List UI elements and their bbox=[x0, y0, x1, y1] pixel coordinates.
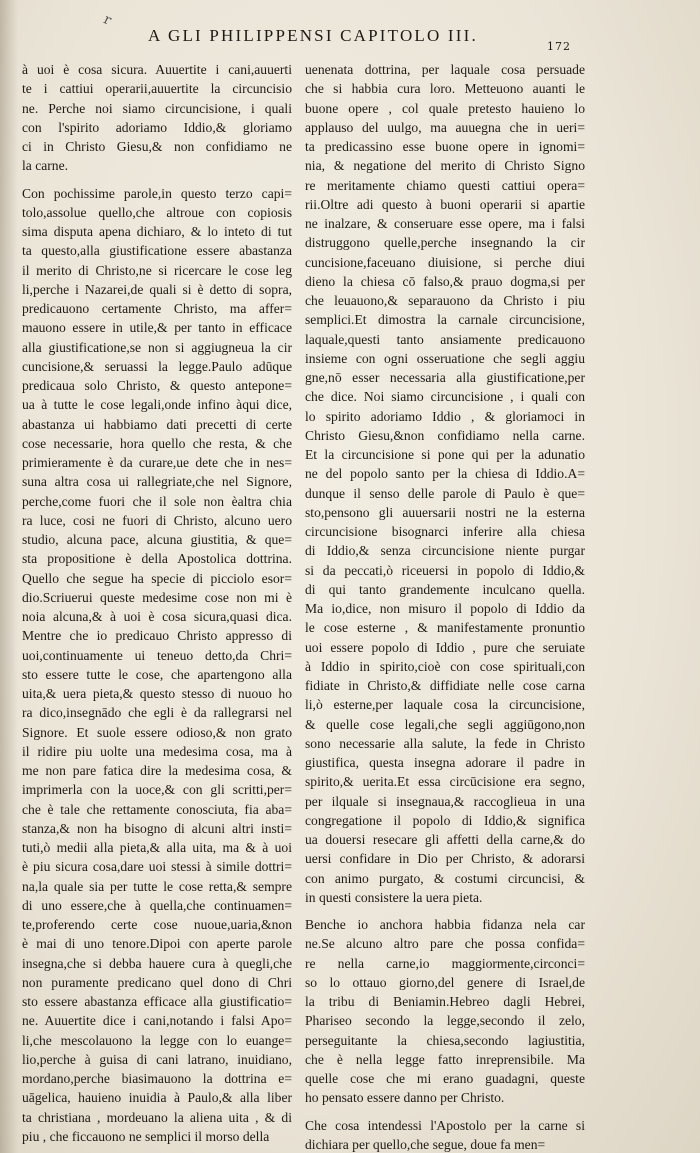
text-line: te i cattiui operarii,auuertite la circuncisio bbox=[22, 81, 292, 97]
text-line: Signore. Et suole essere odioso,& non grato bbox=[22, 724, 292, 740]
text-line: Christo Giesu,&non confidiamo nella carne. bbox=[305, 427, 585, 443]
text-line: sta propositione è della Apostolica dottrina. bbox=[22, 551, 292, 567]
text-line: lio,perche à guisa di cani latrano, inuidiano, bbox=[22, 1051, 292, 1067]
text-line: congregatione il popolo di Iddio,& significa bbox=[305, 812, 585, 828]
paragraph-gap bbox=[305, 1108, 585, 1116]
text-line: ne. Auuertite dice i cani,notando i falsi Apo= bbox=[22, 1013, 292, 1029]
text-line: & quelle cose legali,che segli aggiūgono,non bbox=[305, 716, 585, 732]
text-line: à Iddio in spirito,cioè con cose spirituali,con bbox=[305, 658, 585, 674]
paragraph bbox=[22, 184, 292, 1147]
text-line: dichiara per quello,che segue, doue fa men= bbox=[305, 1136, 546, 1152]
text-line: gne,nō esser necessaria alla giustificatione,per bbox=[305, 370, 585, 385]
text-line: mordano,perche biasimauono la dottrina e= bbox=[22, 1071, 292, 1086]
text-line: Quello che segue ha specie di picciolo esor= bbox=[22, 570, 292, 586]
text-line: li,ò esterne,per laquale cosa la circuncisione, bbox=[305, 697, 585, 713]
text-line: semplici.Et dimostra la carnale circuncisione, bbox=[305, 312, 585, 328]
text-line: in questi consistere la uera pieta. bbox=[305, 889, 483, 905]
text-line: perche,come fuori che il sole non èaltra chia bbox=[22, 493, 292, 509]
text-line: che dice. Noi siamo circuncisione , i quali con bbox=[305, 389, 585, 405]
text-line: predicauono certamente Christo, ma affer= bbox=[22, 301, 292, 316]
text-line: tuti,ò medii alla pieta,& alla uita, ma & à uoi bbox=[22, 840, 292, 855]
text-line: dunque il senso delle parole di Paulo è que= bbox=[305, 485, 585, 501]
text-line: abastanza ui habbiamo dati precetti di certe bbox=[22, 416, 292, 432]
text-line: ho pensato essere danno per Christo. bbox=[305, 1090, 505, 1106]
text-line: noia alcuna,& à uoi è cosa sicura,quasi dica. bbox=[22, 609, 292, 624]
text-line: ta questo,alla giustificatione essere abastanza bbox=[22, 243, 292, 259]
text-line: uāgelica, hauieno inuidia à Paulo,& alla liber bbox=[22, 1090, 292, 1106]
text-line: uoi essere popolo di Iddio , pure che seruiate bbox=[305, 639, 585, 655]
text-line: uenenata dottrina, per laquale cosa persuade bbox=[305, 62, 585, 77]
text-line: uersi confidare in Dio per Christo, & adorarsi bbox=[305, 851, 585, 867]
text-line: è mai di uno tenore.Dipoi con aperte parole bbox=[22, 936, 292, 952]
paragraph-gap bbox=[22, 176, 292, 184]
text-line: re meritamente chiamo questi cattiui opera= bbox=[305, 177, 585, 193]
text-line: ne. Perche noi siamo circuncisione, i quali bbox=[22, 100, 292, 116]
text-line: Et la circuncisione si pone qui per la adunatio bbox=[305, 447, 585, 462]
text-line: sto,pensono gli auuersarii nostri ne la esterna bbox=[305, 504, 585, 520]
text-line: che è tale che rettamente conosciuta, fia aba= bbox=[22, 801, 292, 817]
text-line: il ridire piu uolte una medesima cosa, ma à bbox=[22, 743, 292, 759]
paragraph-gap bbox=[305, 907, 585, 915]
text-line: imprimerla con la uoce,& con gli scritti,per= bbox=[22, 782, 292, 798]
text-line: piu , che ficcauono ne semplici il morso della bbox=[22, 1128, 270, 1144]
text-line: primieramente è da curare,ue dete che in nes= bbox=[22, 455, 292, 470]
text-line: rii.Oltre adi questo à buoni operarii si apartie bbox=[305, 196, 585, 212]
text-line: perseguitante la chiesa,secondo lagiustitia, bbox=[305, 1032, 585, 1048]
text-line: buone opere , col quale pretesto hauieno lo bbox=[305, 100, 585, 116]
text-line: ne del popolo santo per la chiesa di Iddio.A= bbox=[305, 466, 585, 482]
text-line: predicaua solo Christo, & questo antepone= bbox=[22, 378, 292, 393]
ink-mark: r bbox=[100, 11, 114, 29]
text-line: ua douersi resecare gli affetti della carne,& do bbox=[305, 832, 585, 847]
text-line: Phariseo secondo la legge,secondo il zelo, bbox=[305, 1013, 585, 1029]
text-line: quelle cose che mi erano guadagni, queste bbox=[305, 1071, 585, 1086]
text-line: insieme con ogni osseruatione che segli aggiu bbox=[305, 350, 585, 366]
text-line: sto essere abastanza efficace alla giustificatio= bbox=[22, 994, 292, 1009]
text-line: cose necessarie, hora quello che resta, & che bbox=[22, 435, 292, 451]
text-line: suna altra cosa ui rallegriate,che nel Signore, bbox=[22, 474, 292, 490]
text-line: Ma io,dice, non misuro il popolo di Iddio da bbox=[305, 601, 585, 616]
paragraph bbox=[22, 60, 292, 176]
text-line: ra dico,insegnādo che egli è da rallegrarsi nel bbox=[22, 705, 292, 721]
text-line: te,proferendo certe cose nuoue,uaria,&non bbox=[22, 917, 292, 932]
text-line: la tribu di Beniamin.Hebreo dagli Hebrei, bbox=[305, 994, 585, 1009]
text-line: che si habbia cura loro. Metteuono auanti le bbox=[305, 81, 585, 97]
text-line: insegna,che si debba hauere cura à quegli,che bbox=[22, 955, 292, 971]
text-line: di uno essere,che à quella,che continuamen= bbox=[22, 897, 292, 913]
text-line: li,che mescolauono la legge con lo euange= bbox=[22, 1032, 292, 1048]
text-line: uita,& uera pieta,& questo stesso di nuouo ho bbox=[22, 686, 292, 701]
text-line: Mentre che io predicauo Christo appresso di bbox=[22, 628, 292, 644]
paragraph bbox=[305, 915, 585, 1108]
text-line: stanza,& non ha bisogno di alcuni altri insti= bbox=[22, 820, 292, 836]
text-line: ra luce, cosi ne fuori di Christo, alcuno uero bbox=[22, 512, 292, 528]
right-column bbox=[305, 60, 585, 1153]
text-line: distruggono quelle,perche insegnando la cir bbox=[305, 235, 585, 251]
text-line: so lo ottauo giorno,del genere di Israel,de bbox=[305, 974, 585, 990]
text-line: che leuauono,& separauono da Christo i piu bbox=[305, 293, 585, 308]
text-line: laquale,questi tanto ansiamente predicauono bbox=[305, 331, 585, 347]
text-line: non puramente predicano quel dono di Chri bbox=[22, 974, 292, 990]
text-line: lo spirito adoriamo Iddio , & gloriamoci in bbox=[305, 408, 585, 424]
text-line: giustifica, questa insegna adorare il padre in bbox=[305, 755, 585, 770]
text-line: ta christiana , mordeuano la aliena uita , & di bbox=[22, 1109, 292, 1125]
text-line: cuncisione,& seruassi la legge.Paulo adūque bbox=[22, 358, 292, 374]
text-line: studio, alcuna pace, alcuna giustitia, & que= bbox=[22, 532, 292, 547]
text-line: di Iddio,& senza circuncisione niente purgar bbox=[305, 543, 585, 559]
text-line: sto essere tutte le cose, che apartengono alla bbox=[22, 666, 292, 682]
text-line: sima disputa apena dichiaro, & lo inteto di tut bbox=[22, 224, 292, 239]
text-line: il merito di Christo,ne si ricercare le cose leg bbox=[22, 262, 292, 278]
text-line: tolo,assolue quello,che altroue con copiosis bbox=[22, 204, 292, 220]
paragraph bbox=[305, 60, 585, 907]
text-line: Benche io anchora habbia fidanza nela car bbox=[305, 917, 585, 932]
text-line: dio.Scriuerui queste medesime cose non mi è bbox=[22, 589, 292, 605]
text-line: che è nella legge fatto inreprensibile. Ma bbox=[305, 1051, 585, 1067]
text-line: na,la quale sia per tutte le cose retta,& sempre bbox=[22, 878, 292, 894]
text-line: li,perche i Nazarei,de quali si è detto di sopra, bbox=[22, 281, 292, 297]
text-line: è piu sicura cosa,dare uoi stessi à simile dottri= bbox=[22, 859, 292, 875]
gutter-shadow bbox=[0, 0, 18, 1153]
text-line: uoi,continuamente ui teneuo detto,da Chri= bbox=[22, 647, 292, 663]
text-line: ci in Christo Giesu,& non confidiamo ne bbox=[22, 139, 292, 154]
text-line: ne inalzare, & conseruare esse opere, ma i falsi bbox=[305, 216, 585, 231]
text-line: ta predicassino esse buone opere in ignomi= bbox=[305, 139, 585, 154]
text-line: à uoi è cosa sicura. Auuertite i cani,auuerti bbox=[22, 62, 292, 77]
text-line: applauso del uulgo, ma auuegna che in ueri= bbox=[305, 119, 585, 135]
text-line: me non pare fatica dire la medesima cosa, & bbox=[22, 763, 292, 778]
running-header: A GLI PHILIPPENSI CAPITOLO III. bbox=[148, 26, 478, 45]
text-line: di qui tanto grandemente inculcano quella. bbox=[305, 581, 585, 597]
text-line: circuncisione bisognarci inferire alla chiesa bbox=[305, 524, 585, 539]
text-line: cuncisione,faceuano diuisione, si perche diui bbox=[305, 254, 585, 270]
text-line: si da peccati,ò riceuersi in popolo di Iddio,& bbox=[305, 562, 585, 578]
text-line: ne.Se alcuno altro pare che possa confida= bbox=[305, 936, 585, 952]
text-line: la carne. bbox=[22, 158, 69, 174]
text-line: con l'spirito adoriamo Iddio,& gloriamo bbox=[22, 119, 292, 135]
text-line: nia, & negatione del merito di Christo Signo bbox=[305, 158, 585, 174]
text-line: ua à tutte le cose legali,onde infino àqui dice, bbox=[22, 397, 292, 413]
text-line: con animo purgato, & costumi circuncisi, & bbox=[305, 870, 585, 886]
text-line: dieno la chiesa cō falso,& prauo dogma,si per bbox=[305, 273, 585, 289]
text-line: sono necessarie alla salute, la fede in Christo bbox=[305, 735, 585, 751]
text-line: fidiate in Christo,& diffidiate nelle cose carna bbox=[305, 678, 585, 693]
text-line: Che cosa intendessi l'Apostolo per la carne si bbox=[305, 1117, 585, 1133]
text-line: le cose esterne , & manifestamente pronuntio bbox=[305, 620, 585, 636]
text-line: re nella carne,io maggiormente,circonci= bbox=[305, 955, 585, 971]
text-line: Con pochissime parole,in questo terzo capi= bbox=[22, 185, 292, 201]
paragraph bbox=[305, 1116, 585, 1153]
page-number: 172 bbox=[547, 40, 571, 53]
text-line: mauono essere in utile,& per tanto in efficace bbox=[22, 320, 292, 336]
text-line: per ilquale si insegnaua,& raccoglieua in una bbox=[305, 793, 585, 809]
left-column bbox=[22, 60, 292, 1146]
text-line: alla giustificatione,se non si aggiugneua la cir bbox=[22, 339, 292, 355]
text-line: spirito,& uerita.Et essa circūcisione era segno, bbox=[305, 774, 585, 790]
